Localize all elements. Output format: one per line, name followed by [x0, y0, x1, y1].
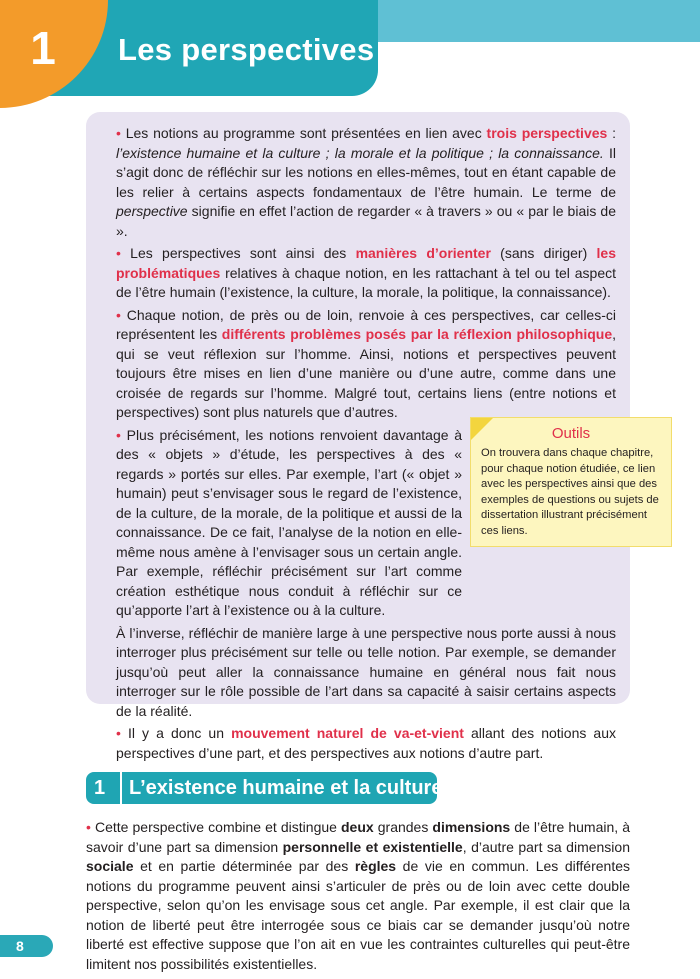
- highlight-term: différents problèmes posés par la réflexion philosophique: [221, 326, 613, 342]
- paragraph-perspectives-intro: • Les notions au programme sont présentées en lien avec trois perspectives : l’existence humaine et la culture ; la morale et la politique ; la connaissance. Il s’agit donc de réfléchir sur les notions en elles-mêmes, tout en étant capable de les relier à certains aspects fondamentaux de l’être humain. Le terme de perspective signifie en effet l’action de regarder « à travers » ou « par le biais de ».: [116, 125, 617, 239]
- bullet: •: [116, 306, 121, 323]
- outils-text: On trouvera dans chaque chapitre, pour chaque notion étudiée, ce lien avec les perspectives ainsi que des exemples de questions ou sujets de dissertation illustrant précisément ces liens.: [481, 447, 659, 537]
- paragraph-objets-regards: • Plus précisément, les notions renvoient davantage à des « objets » d’étude, les perspectives à des « regards » portés sur elles. Par exemple, l’art (« objet » humain) peut s’envisager sous le regard de l’existence, de la culture, de la morale, de la politique et aussi de la connaissance. De ce fait, l’analyse de la notion en elle-même nous amène à l’envisager sous un certain angle. Par exemple, réfléchir précisément sur l’art comme création esthétique nous conduit à réfléchir sur ce qu’apporte l’art à l’existence ou à la culture.: [116, 426, 462, 618]
- highlight-term: mouvement naturel de va-et-vient: [231, 725, 464, 741]
- bullet: •: [116, 125, 121, 141]
- header-top-strip: [378, 0, 700, 42]
- outils-note: [470, 417, 672, 547]
- highlight-term: les problématiques: [116, 245, 616, 281]
- outils-title: Outils: [551, 425, 591, 442]
- page-number: 8: [16, 938, 24, 954]
- paragraph-orienter: • Les perspectives sont ainsi des manières d’orienter (sans diriger) les problématiques relatives à chaque notion, en les rattachant à tel ou tel aspect de l’être humain (l’existence, la culture, la morale, la politique, la connaissance).: [116, 245, 616, 300]
- paragraph-va-et-vient: • Il y a donc un mouvement naturel de va-et-vient allant des notions aux perspectives d’une part, et des perspectives aux notions d’autre part.: [116, 725, 616, 761]
- bullet: •: [86, 819, 91, 835]
- highlight-term: trois perspectives: [486, 125, 608, 141]
- highlight-term: manières d’orienter: [355, 245, 491, 261]
- section-paragraph: • Cette perspective combine et distingue deux grandes dimensions de l’être humain, à savoir d’une part sa dimension personnelle et existentielle, d’autre part sa dimension sociale et en partie déterminée par des règles de vie en commun. Les différentes notions du programme peuvent ainsi s’articuler de près ou de loin avec cette double perspective, selon qu’on les envisage sous cet angle. Par exemple, il est clair que la notion de liberté peut être interrogée sous ce biais car se demander jusqu’où notre liberté est effective suppose que l’on ait en vue les contraintes culturelles qui peut-être limitent nos possibilités existentielles.: [86, 819, 630, 972]
- bullet: •: [116, 725, 121, 741]
- paragraph-problemes: • Chaque notion, de près ou de loin, renvoie à ces perspectives, car celles-ci représentent les différents problèmes posés par la réflexion philosophique, qui se veut réflexion sur l’homme. Ainsi, notions et perspectives peuvent toujours être mises en lien d’une manière ou d’une autre, comme dans une croisée de regards sur l’homme. Malgré tout, certains liens (entre notions et perspectives) sont plus naturels que d’autres.: [116, 306, 616, 420]
- paragraph-inverse: À l’inverse, réfléchir de manière large à une perspective nous porte aussi à nous interroger plus précisément sur telle ou telle notion. Par exemple, se demander jusqu’où peut aller la connaissance humaine en général nous fait nous interroger sur le rôle possible de l’art dans sa capacité à saisir certains aspects de la réalité.: [116, 624, 616, 719]
- section-title: L’existence humaine et la culture: [129, 777, 443, 799]
- bullet: •: [116, 245, 121, 261]
- section-divider: [120, 772, 122, 804]
- section-number: 1: [94, 777, 106, 799]
- bullet: •: [116, 426, 121, 443]
- chapter-number: 1: [30, 22, 56, 74]
- chapter-title: Les perspectives: [118, 32, 375, 67]
- note-corner-fold: [471, 418, 493, 440]
